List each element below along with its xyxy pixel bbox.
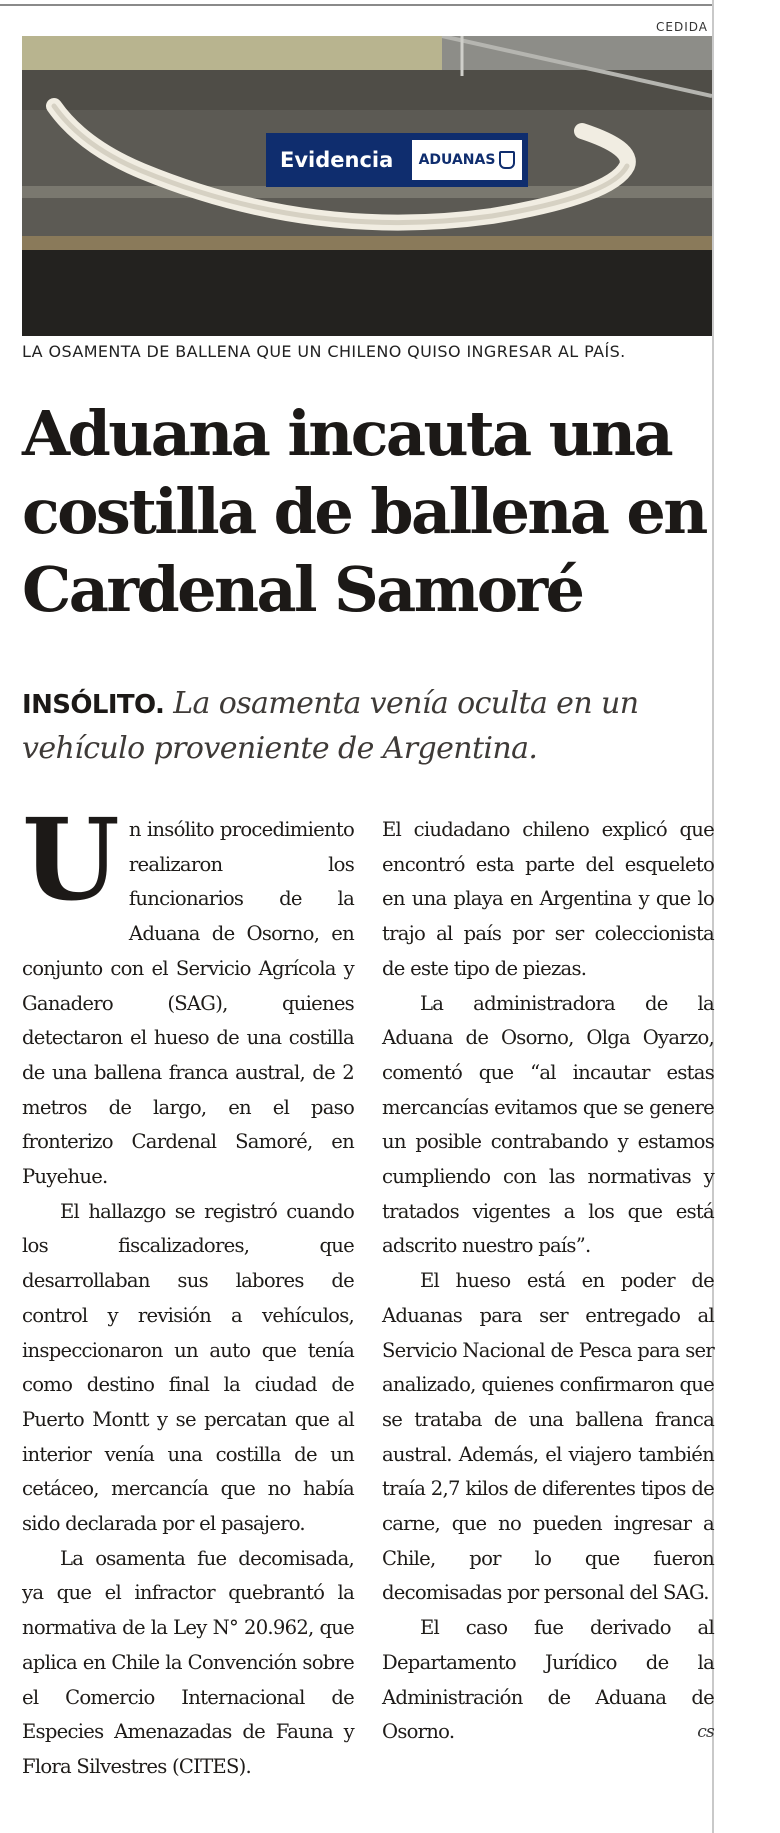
paragraph-1: [22, 795, 354, 1195]
photo-caption: LA OSAMENTA DE BALLENA QUE UN CHILENO QUISO INGRESAR AL PAÍS.: [22, 342, 626, 361]
paragraph-5: La administradora de la Aduana de Osorno, Olga Oyarzo, comentó que “al incautar estas mercancías evitamos que se genere un posible contrabando y estamos cumpliendo con las normativas y tratados vigentes a los que está adscrito nuestro país”.: [382, 991, 714, 1258]
shield-icon: [499, 151, 515, 169]
paragraph-6: El hueso está en poder de Aduanas para ser entregado al Servicio Nacional de Pesca para ser analizado, quienes confirmaron que se trataba de una ballena franca austral. Además, el viajero también traía 2,7 kilos de diferentes tipos de carne, que no pueden ingresar a Chile, por lo que fueron decomisadas por personal del SAG.: [382, 1269, 714, 1605]
body-column-left: [22, 795, 354, 1785]
evidence-sign: [266, 133, 528, 187]
top-rule: [0, 4, 712, 6]
photo-credit: CEDIDA: [656, 20, 708, 34]
paragraph-1-text: n insólito procedimiento realizaron los funcionarios de la Aduana de Osorno, en conjunto con el Servicio Agrícola y Ganadero (SAG), quienes detectaron el hueso de una costilla de una ballena franca austral, de 2 metros de largo, en el paso fronterizo Cardenal Samoré, en Puyehue.: [22, 818, 354, 1189]
headline: Aduana incauta una costilla de ballena en Cardenal Samoré: [22, 397, 706, 626]
paragraph-7-text: El caso fue derivado al Departamento Jurídico de la Administración de Aduana de Osorno.: [382, 1616, 714, 1744]
end-mark: cs: [697, 1722, 714, 1743]
kicker: INSÓLITO.: [22, 690, 165, 720]
drop-cap: U: [22, 795, 119, 926]
deck: [22, 682, 712, 771]
news-photo: [22, 36, 712, 336]
body-column-right: [382, 813, 714, 1750]
evidence-label: Evidencia: [280, 148, 394, 172]
paragraph-2: El hallazgo se registró cuando los fiscalizadores, que desarrollaban sus labores de control y revisión a vehículos, inspeccionaron un auto que tenía como destino final la ciudad de Puerto Montt y se percatan que al interior venía una costilla de un cetáceo, mercancía que no había sido declarada por el pasajero.: [22, 1199, 354, 1536]
paragraph-3: La osamenta fue decomisada, ya que el infractor quebrantó la normativa de la Ley N° 20.962, que aplica en Chile la Convención sobre el Comercio Internacional de Especies Amenazadas de Fauna y Flora Silvestres (CITES).: [22, 1546, 354, 1778]
paragraph-4: El ciudadano chileno explicó que encontró esta parte del esqueleto en una playa en Argentina y que lo trajo al país por ser coleccionista de este tipo de piezas.: [382, 818, 714, 980]
aduanas-logo: ADUANAS: [412, 140, 522, 180]
dek: La osamenta venía oculta en un vehículo proveniente de Argentina.: [22, 686, 639, 766]
paragraph-7: [382, 1611, 714, 1750]
